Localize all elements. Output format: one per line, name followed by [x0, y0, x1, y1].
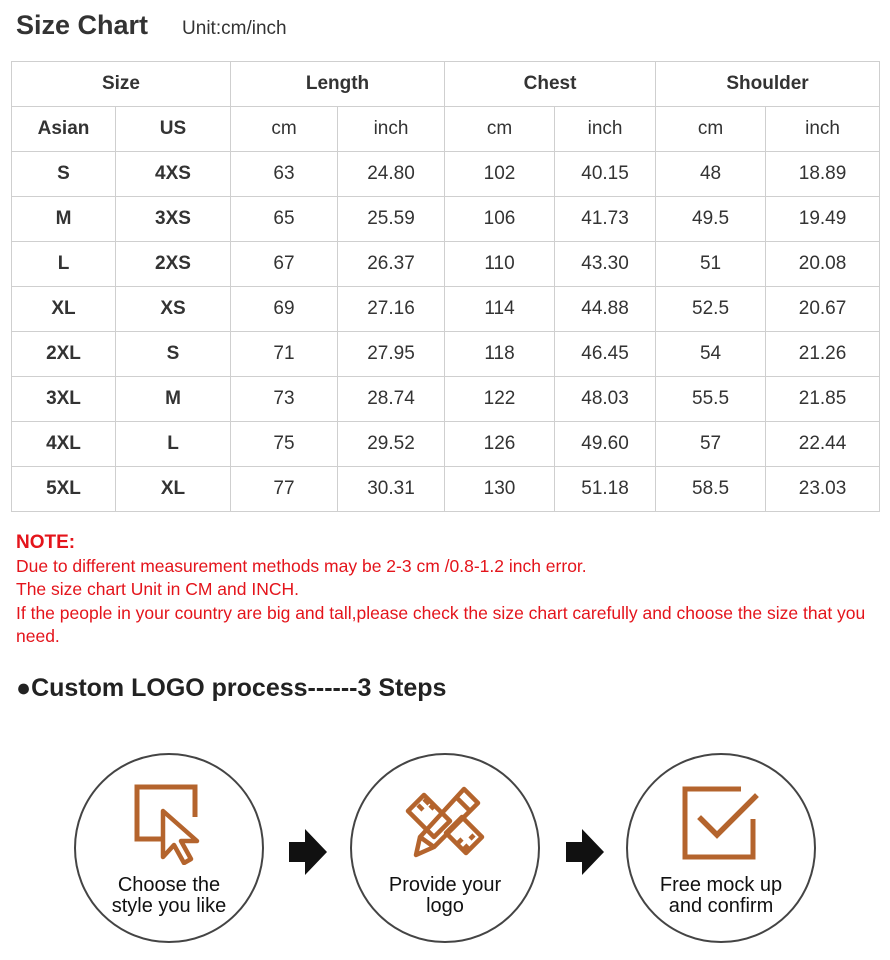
- cell-chest-inch: 46.45: [555, 332, 656, 377]
- size-table-body: [12, 152, 880, 512]
- cell-length-inch: 28.74: [338, 377, 445, 422]
- cell-asian-size: 5XL: [12, 467, 116, 512]
- step-caption-line: logo: [426, 895, 464, 917]
- note-label: NOTE:: [16, 532, 76, 553]
- page-title: Size Chart: [16, 10, 149, 40]
- cell-length-cm: 63: [231, 152, 338, 197]
- cell-asian-size: XL: [12, 287, 116, 332]
- table-row: [12, 332, 880, 377]
- cell-chest-inch: 51.18: [555, 467, 656, 512]
- step-caption-line: Free mock up: [659, 874, 783, 896]
- cell-chest-cm: 126: [445, 422, 555, 467]
- cell-length-inch: 29.52: [338, 422, 445, 467]
- cell-asian-size: S: [12, 152, 116, 197]
- arrow-right-icon: [566, 829, 604, 875]
- table-row: [12, 197, 880, 242]
- step-free-mockup: [626, 753, 816, 943]
- cell-length-cm: 67: [231, 242, 338, 287]
- subheader-asian: Asian: [12, 107, 116, 152]
- cell-shoulder-inch: 21.85: [766, 377, 880, 422]
- cell-chest-inch: 44.88: [555, 287, 656, 332]
- pencil-icon: [400, 781, 490, 867]
- cell-shoulder-cm: 57: [656, 422, 766, 467]
- cell-chest-cm: 118: [445, 332, 555, 377]
- subheader-chest-cm: cm: [445, 107, 555, 152]
- cell-us-size: 2XS: [116, 242, 231, 287]
- cell-chest-cm: 110: [445, 242, 555, 287]
- header-chest: Chest: [445, 62, 656, 107]
- cell-length-inch: 27.95: [338, 332, 445, 377]
- cell-us-size: M: [116, 377, 231, 422]
- cell-length-cm: 77: [231, 467, 338, 512]
- cell-asian-size: M: [12, 197, 116, 242]
- step-caption: [352, 875, 538, 917]
- cell-length-inch: 25.59: [338, 197, 445, 242]
- cell-chest-inch: 49.60: [555, 422, 656, 467]
- cell-length-inch: 24.80: [338, 152, 445, 197]
- table-row: [12, 242, 880, 287]
- cell-shoulder-inch: 21.26: [766, 332, 880, 377]
- cell-chest-inch: 40.15: [555, 152, 656, 197]
- step-caption-line: style you like: [111, 895, 227, 917]
- header-length: Length: [231, 62, 445, 107]
- cell-us-size: 4XS: [116, 152, 231, 197]
- cell-length-cm: 75: [231, 422, 338, 467]
- header: [16, 10, 287, 46]
- cell-us-size: XL: [116, 467, 231, 512]
- subheader-shoulder-cm: cm: [656, 107, 766, 152]
- cell-shoulder-cm: 54: [656, 332, 766, 377]
- table-row: [12, 152, 880, 197]
- cell-shoulder-cm: 58.5: [656, 467, 766, 512]
- subheader-length-cm: cm: [231, 107, 338, 152]
- cell-us-size: XS: [116, 287, 231, 332]
- cell-length-cm: 73: [231, 377, 338, 422]
- step-choose-style: [74, 753, 264, 943]
- sub-header-row: [12, 107, 880, 152]
- cell-asian-size: 4XL: [12, 422, 116, 467]
- cell-chest-inch: 41.73: [555, 197, 656, 242]
- cell-asian-size: L: [12, 242, 116, 287]
- cell-chest-inch: 43.30: [555, 242, 656, 287]
- cell-asian-size: 2XL: [12, 332, 116, 377]
- cell-chest-inch: 48.03: [555, 377, 656, 422]
- cell-us-size: S: [116, 332, 231, 377]
- cell-length-inch: 26.37: [338, 242, 445, 287]
- cell-shoulder-inch: 19.49: [766, 197, 880, 242]
- note-line: If the people in your country are big and tall,please check the size chart carefully and choose the size that you need.: [16, 602, 866, 647]
- cell-chest-cm: 106: [445, 197, 555, 242]
- cell-shoulder-inch: 20.67: [766, 287, 880, 332]
- cell-chest-cm: 130: [445, 467, 555, 512]
- cell-us-size: 3XS: [116, 197, 231, 242]
- arrow-right-icon: [289, 829, 327, 875]
- step-caption: [76, 875, 262, 917]
- table-row: [12, 287, 880, 332]
- cell-length-cm: 65: [231, 197, 338, 242]
- cell-shoulder-inch: 20.08: [766, 242, 880, 287]
- process-title: ●Custom LOGO process------3 Steps: [16, 674, 447, 702]
- step-caption-line: Choose the: [117, 874, 221, 896]
- cell-length-cm: 69: [231, 287, 338, 332]
- cell-chest-cm: 122: [445, 377, 555, 422]
- table-row: [12, 422, 880, 467]
- cell-shoulder-inch: 18.89: [766, 152, 880, 197]
- cell-chest-cm: 114: [445, 287, 555, 332]
- cursor-select-icon: [129, 781, 209, 865]
- cell-shoulder-cm: 49.5: [656, 197, 766, 242]
- header-size: Size: [12, 62, 231, 107]
- cell-shoulder-cm: 48: [656, 152, 766, 197]
- step-caption-line: and confirm: [668, 895, 774, 917]
- cell-shoulder-cm: 52.5: [656, 287, 766, 332]
- cell-length-inch: 30.31: [338, 467, 445, 512]
- cell-length-inch: 27.16: [338, 287, 445, 332]
- table-row: [12, 467, 880, 512]
- subheader-length-inch: inch: [338, 107, 445, 152]
- cell-chest-cm: 102: [445, 152, 555, 197]
- cell-shoulder-cm: 51: [656, 242, 766, 287]
- step-provide-logo: [350, 753, 540, 943]
- cell-shoulder-inch: 23.03: [766, 467, 880, 512]
- cell-asian-size: 3XL: [12, 377, 116, 422]
- subheader-shoulder-inch: inch: [766, 107, 880, 152]
- note-line: The size chart Unit in CM and INCH.: [16, 579, 300, 600]
- cell-shoulder-cm: 55.5: [656, 377, 766, 422]
- table-row: [12, 377, 880, 422]
- subheader-chest-inch: inch: [555, 107, 656, 152]
- unit-label: Unit:cm/inch: [182, 18, 287, 39]
- checkbox-icon: [679, 781, 763, 865]
- note-block: [16, 531, 876, 649]
- cell-shoulder-inch: 22.44: [766, 422, 880, 467]
- cell-us-size: L: [116, 422, 231, 467]
- step-caption-line: Provide your: [388, 874, 502, 896]
- cell-length-cm: 71: [231, 332, 338, 377]
- size-table: [11, 61, 880, 512]
- step-caption: [628, 875, 814, 917]
- note-line: Due to different measurement methods may be 2-3 cm /0.8-1.2 inch error.: [16, 555, 587, 576]
- subheader-us: US: [116, 107, 231, 152]
- header-shoulder: Shoulder: [656, 62, 880, 107]
- group-header-row: [12, 62, 880, 107]
